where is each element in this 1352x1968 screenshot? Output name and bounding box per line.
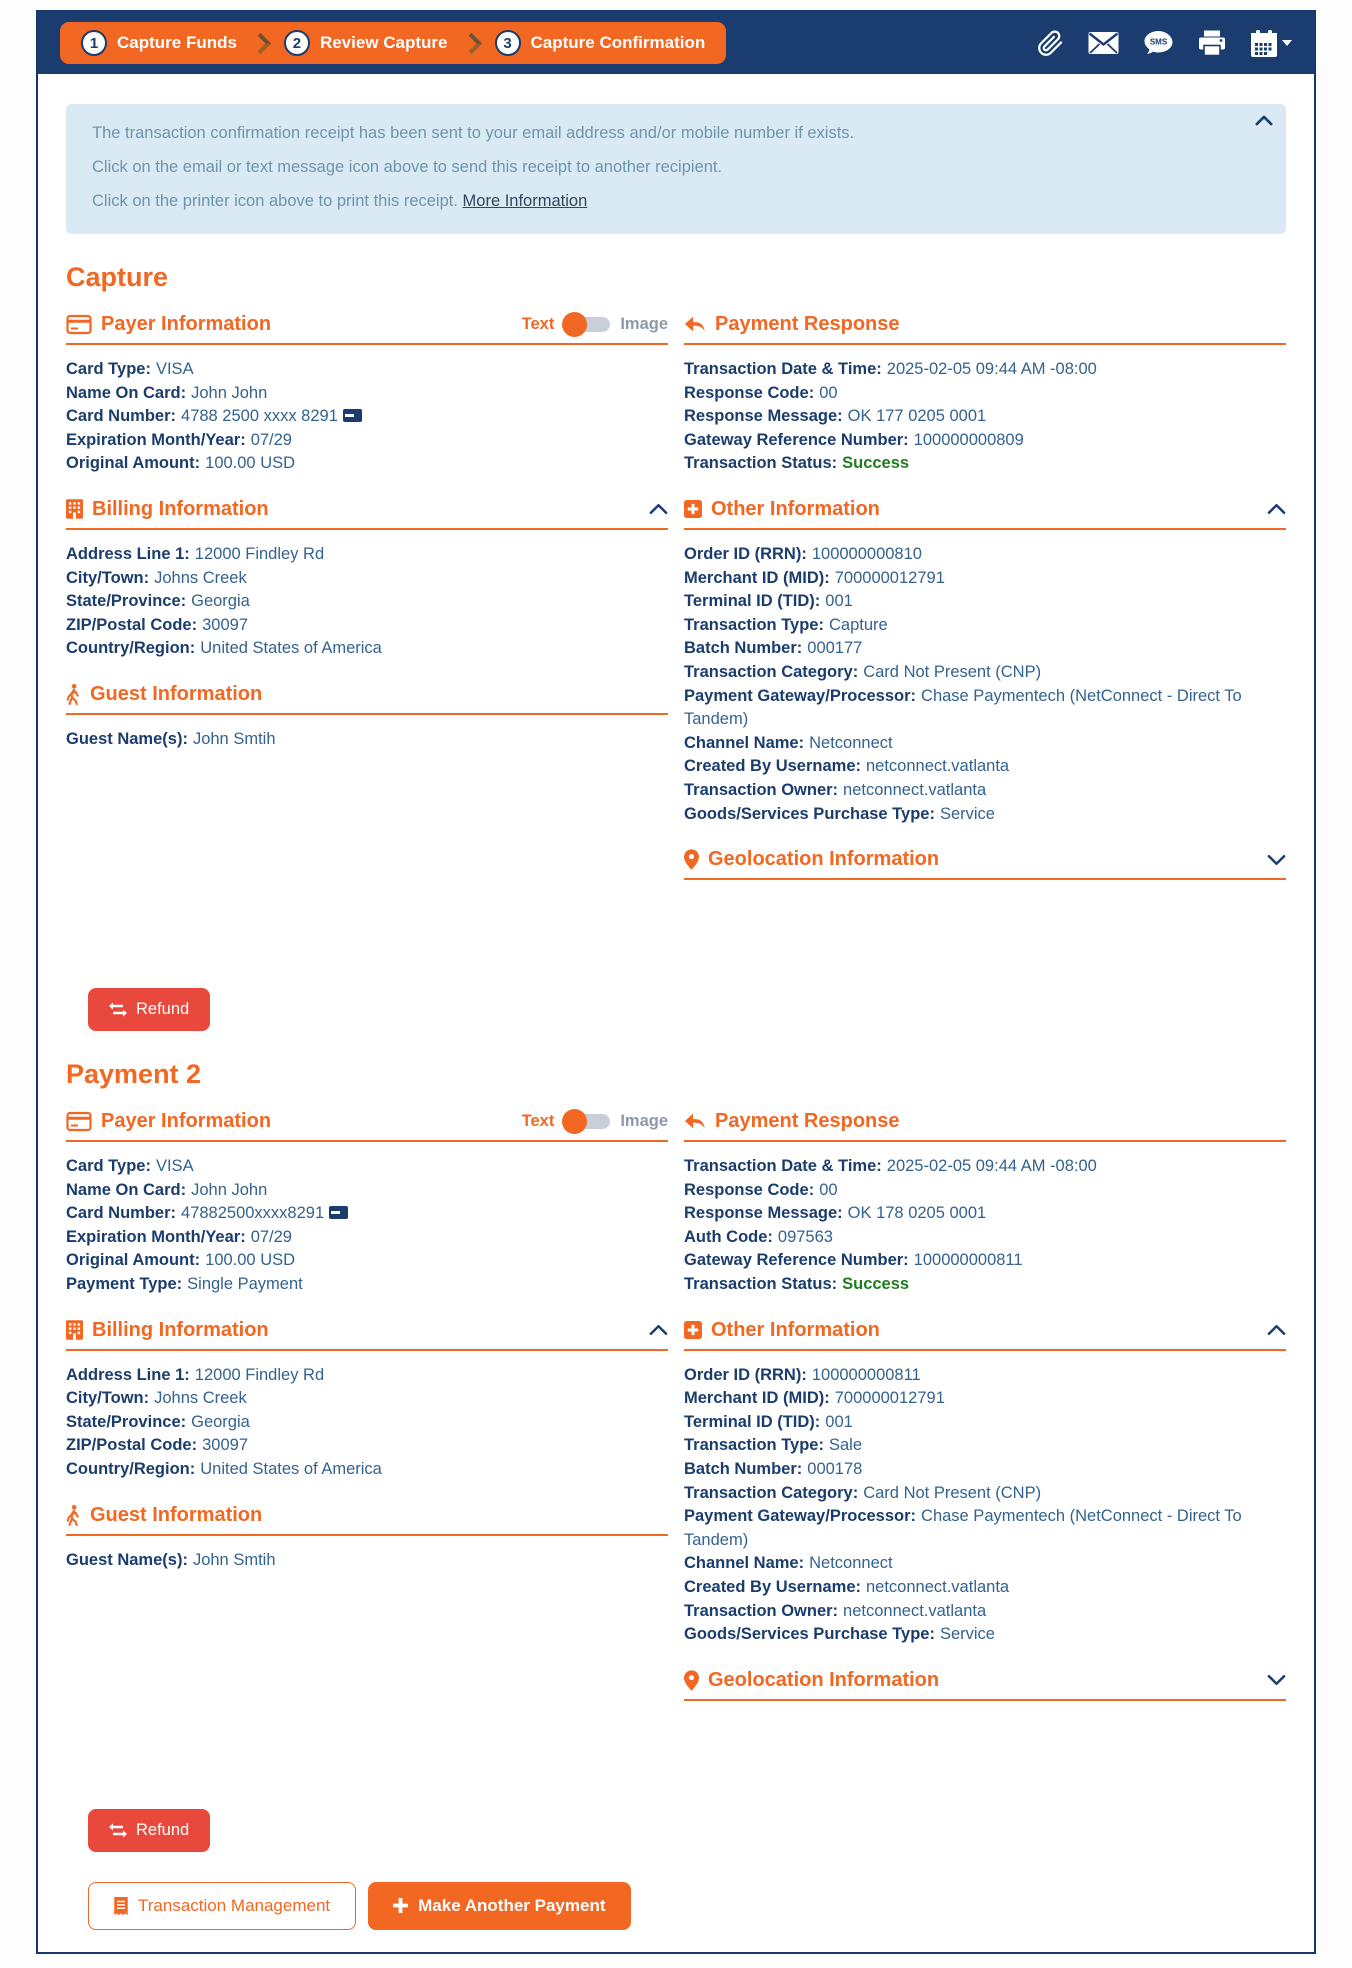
field-value: 001 <box>825 592 853 611</box>
info-row <box>684 1505 1286 1552</box>
building-icon <box>66 499 83 519</box>
section-title: Payment Response <box>715 1110 900 1133</box>
field-label: Response Code: <box>684 1180 815 1199</box>
step-review-capture[interactable] <box>269 30 463 56</box>
field-value: netconnect.vatlanta <box>866 1578 1010 1596</box>
info-row <box>66 382 668 406</box>
field-label: Country/Region: <box>66 639 196 658</box>
info-row <box>684 382 1286 406</box>
guest-information-header <box>66 1504 668 1536</box>
payer-information-header <box>66 1110 668 1142</box>
make-another-payment-label: Make Another Payment <box>418 1895 606 1915</box>
geolocation-information-header <box>684 1669 1286 1701</box>
field-value: 07/29 <box>250 1227 292 1246</box>
field-value: 100.00 USD <box>205 1251 296 1270</box>
info-row <box>66 1549 668 1573</box>
field-label: Transaction Type: <box>684 1436 824 1455</box>
field-value: United States of America <box>200 1460 382 1479</box>
field-label: Response Message: <box>684 407 843 426</box>
info-row <box>66 543 668 567</box>
field-label: Transaction Status: <box>684 454 838 473</box>
bottom-actions <box>88 1882 1286 1930</box>
field-value: Johns Creek <box>154 568 247 587</box>
field-value: Netconnect <box>809 733 893 752</box>
field-label: Transaction Owner: <box>684 1601 839 1620</box>
refund-button-label: Refund <box>136 1000 190 1019</box>
section-title: Other Information <box>711 497 880 520</box>
field-label: Card Number: <box>66 1204 177 1223</box>
field-label: Goods/Services Purchase Type: <box>684 804 935 823</box>
field-label: Expiration Month/Year: <box>66 1227 246 1246</box>
notice-line: The transaction confirmation receipt has been sent to your email address and/or mobile number if exists. <box>92 124 855 142</box>
field-value: Chase Paymentech (NetConnect - Direct To Tandem) <box>684 686 1242 729</box>
info-row <box>66 1202 668 1226</box>
transaction-management-label: Transaction Management <box>138 1895 331 1915</box>
info-row <box>684 1482 1286 1506</box>
section-title: Geolocation Information <box>708 1668 940 1691</box>
info-row <box>66 1249 668 1273</box>
payer-information-rows <box>66 1142 668 1297</box>
field-label: Created By Username: <box>684 757 861 776</box>
step-number-badge: 2 <box>284 30 310 56</box>
field-label: Guest Name(s): <box>66 1550 188 1569</box>
field-label: Guest Name(s): <box>66 729 188 748</box>
payer-information-rows <box>66 345 668 476</box>
field-label: Expiration Month/Year: <box>66 430 246 449</box>
field-value: netconnect.vatlanta <box>866 757 1010 776</box>
section-title: Billing Information <box>92 497 269 520</box>
toggle-image-label: Image <box>620 315 668 333</box>
expand-geolocation-chevron-down-icon[interactable] <box>1267 854 1286 866</box>
step-label: Review Capture <box>319 33 448 52</box>
field-label: Card Type: <box>66 360 151 378</box>
receipt-toolbar <box>1037 30 1292 57</box>
info-row <box>684 429 1286 453</box>
field-value: Capture <box>828 615 888 634</box>
refund-button[interactable] <box>88 1809 210 1852</box>
section-title: Payer Information <box>101 313 272 335</box>
field-value: 30097 <box>202 1436 248 1455</box>
geolocation-information-header <box>684 848 1286 880</box>
calendar-icon[interactable] <box>1250 30 1292 57</box>
field-value: 2025-02-05 09:44 AM -08:00 <box>886 1157 1097 1176</box>
step-capture-funds[interactable] <box>66 30 252 56</box>
info-row <box>684 732 1286 756</box>
info-row <box>66 1273 668 1297</box>
text-image-toggle[interactable] <box>522 315 668 334</box>
step-label: Capture Confirmation <box>530 33 706 52</box>
info-row <box>684 1226 1286 1250</box>
field-value: OK 178 0205 0001 <box>847 1204 987 1223</box>
toggle-knob <box>562 312 587 337</box>
chevron-separator-icon <box>460 32 481 53</box>
info-row <box>684 590 1286 614</box>
field-value: VISA <box>155 360 194 378</box>
reply-arrow-icon <box>684 1112 706 1131</box>
field-value: netconnect.vatlanta <box>843 1601 987 1620</box>
payment-response-header <box>684 1110 1286 1142</box>
field-value: John Smtih <box>192 1550 276 1569</box>
info-row <box>684 405 1286 429</box>
field-label: Response Message: <box>684 1204 843 1223</box>
step-number-badge: 3 <box>495 30 521 56</box>
refund-button-label: Refund <box>136 1820 190 1839</box>
info-row <box>684 1458 1286 1482</box>
section-title: Geolocation Information <box>708 848 940 871</box>
map-marker-icon <box>684 1670 699 1691</box>
field-value: Georgia <box>191 592 250 611</box>
other-information-rows <box>684 1351 1286 1647</box>
field-label: City/Town: <box>66 1389 150 1408</box>
field-label: Gateway Reference Number: <box>684 430 909 449</box>
field-value: 097563 <box>777 1227 833 1246</box>
guest-information-header <box>66 683 668 715</box>
field-label: Address Line 1: <box>66 1365 190 1384</box>
field-value: United States of America <box>200 639 382 658</box>
field-value: 07/29 <box>250 430 292 449</box>
card-icon <box>343 409 362 422</box>
info-row <box>684 1576 1286 1600</box>
field-value: 100000000811 <box>913 1251 1023 1270</box>
plus-square-icon <box>684 1321 702 1339</box>
print-icon[interactable] <box>1198 30 1226 57</box>
field-label: Batch Number: <box>684 639 803 658</box>
info-row <box>684 614 1286 638</box>
info-row <box>66 1387 668 1411</box>
email-icon[interactable] <box>1088 32 1119 54</box>
other-information-header <box>684 498 1286 530</box>
info-row <box>684 1552 1286 1576</box>
field-value: Single Payment <box>187 1275 303 1294</box>
payment2-title: Payment 2 <box>66 1059 202 1090</box>
field-value: 30097 <box>202 615 248 634</box>
billing-information-rows <box>66 1351 668 1482</box>
swap-arrows-icon <box>109 1823 127 1838</box>
field-value: 100.00 USD <box>205 454 296 473</box>
field-label: Original Amount: <box>66 454 201 473</box>
refund-button[interactable] <box>88 988 210 1031</box>
field-label: Name On Card: <box>66 1180 187 1199</box>
field-value: John John <box>191 1180 268 1199</box>
field-label: Created By Username: <box>684 1578 861 1596</box>
payer-information-header <box>66 313 668 345</box>
field-label: Country/Region: <box>66 1460 196 1479</box>
billing-information-rows <box>66 530 668 661</box>
toggle-switch[interactable] <box>564 1114 610 1129</box>
guest-information-rows <box>66 715 668 752</box>
capture-receipt-section <box>66 262 1286 1031</box>
field-label: Transaction Category: <box>684 1483 859 1502</box>
receipts-content <box>38 262 1314 1952</box>
collapse-other-chevron-up-icon[interactable] <box>1267 1324 1286 1336</box>
field-label: Batch Number: <box>684 1460 803 1479</box>
info-row <box>684 1364 1286 1388</box>
section-title: Guest Information <box>90 682 263 705</box>
field-value: Chase Paymentech (NetConnect - Direct To Tandem) <box>684 1507 1242 1549</box>
info-row <box>66 590 668 614</box>
section-title: Guest Information <box>90 1503 263 1526</box>
info-row <box>684 779 1286 803</box>
payment-response-rows <box>684 345 1286 476</box>
info-row <box>66 1179 668 1203</box>
field-value: John Smtih <box>192 729 276 748</box>
make-another-payment-button[interactable] <box>368 1882 630 1930</box>
field-value: 700000012791 <box>834 1389 945 1408</box>
field-value: 100000000811 <box>811 1365 921 1384</box>
info-row <box>684 1600 1286 1624</box>
building-icon <box>66 1320 83 1340</box>
info-row <box>684 358 1286 382</box>
info-row <box>684 1273 1286 1297</box>
receipt-icon <box>114 1897 128 1915</box>
field-label: Payment Type: <box>66 1275 183 1294</box>
calendar-dropdown-caret-icon <box>1282 40 1292 46</box>
field-label: Transaction Type: <box>684 615 824 634</box>
info-row <box>684 1202 1286 1226</box>
info-row <box>66 567 668 591</box>
field-value: 2025-02-05 09:44 AM -08:00 <box>886 360 1097 378</box>
field-label: Channel Name: <box>684 733 805 752</box>
info-row <box>66 1155 668 1179</box>
more-information-link[interactable]: More Information <box>462 192 588 210</box>
chevron-separator-icon <box>250 32 271 53</box>
field-label: Payment Gateway/Processor: <box>684 1507 917 1526</box>
field-label: Transaction Owner: <box>684 780 839 799</box>
field-label: Payment Gateway/Processor: <box>684 686 917 705</box>
field-value: 000177 <box>807 639 863 658</box>
info-row <box>684 543 1286 567</box>
section-title: Payment Response <box>715 313 900 335</box>
info-row <box>684 567 1286 591</box>
other-information-rows <box>684 530 1286 826</box>
info-row <box>684 1623 1286 1647</box>
field-value: Service <box>939 804 995 823</box>
swap-arrows-icon <box>109 1002 127 1017</box>
field-label: Card Number: <box>66 407 177 426</box>
field-label: Response Code: <box>684 383 815 402</box>
toggle-image-label: Image <box>620 1112 668 1131</box>
notice-line: Click on the printer icon above to print this receipt. More Information <box>92 192 588 210</box>
field-label: Transaction Status: <box>684 1275 838 1294</box>
expand-geolocation-chevron-down-icon[interactable] <box>1267 1674 1286 1686</box>
walking-person-icon <box>66 684 81 705</box>
collapse-billing-chevron-up-icon[interactable] <box>649 1324 668 1336</box>
field-label: Channel Name: <box>684 1554 805 1573</box>
field-value: 00 <box>819 1180 838 1199</box>
info-row <box>66 405 668 429</box>
text-image-toggle[interactable] <box>522 1112 668 1131</box>
card-icon <box>329 1206 348 1219</box>
field-value: Georgia <box>191 1412 250 1431</box>
notice-line: Click on the email or text message icon above to send this receipt to another recipient. <box>92 158 723 176</box>
field-value: Card Not Present (CNP) <box>863 662 1042 681</box>
guest-information-rows <box>66 1536 668 1573</box>
sms-icon[interactable] <box>1143 30 1174 56</box>
billing-information-header <box>66 1319 668 1351</box>
field-label: ZIP/Postal Code: <box>66 615 198 634</box>
info-row <box>66 1458 668 1482</box>
step-capture-confirmation[interactable] <box>480 30 721 56</box>
billing-information-header <box>66 498 668 530</box>
info-row <box>684 1434 1286 1458</box>
field-value: 100000000810 <box>811 544 922 563</box>
collapse-notice-chevron-up-icon[interactable] <box>1255 113 1273 131</box>
field-value: Service <box>939 1625 995 1644</box>
info-row <box>684 1411 1286 1435</box>
info-row <box>684 1155 1286 1179</box>
field-value: 100000000809 <box>913 430 1024 449</box>
info-row <box>66 1226 668 1250</box>
info-row <box>684 755 1286 779</box>
field-label: Transaction Category: <box>684 662 859 681</box>
section-title: Billing Information <box>92 1318 269 1341</box>
field-value: Card Not Present (CNP) <box>863 1483 1042 1502</box>
credit-card-icon <box>66 314 92 335</box>
field-label: Card Type: <box>66 1157 151 1176</box>
field-value: Johns Creek <box>154 1389 247 1408</box>
field-value: Success <box>842 454 910 473</box>
field-label: Original Amount: <box>66 1251 201 1270</box>
attachment-icon[interactable] <box>1037 30 1064 57</box>
field-value: Netconnect <box>809 1554 893 1573</box>
reply-arrow-icon <box>684 315 706 334</box>
top-bar <box>38 12 1314 74</box>
info-row <box>66 452 668 476</box>
field-value: 001 <box>825 1412 853 1431</box>
field-label: Terminal ID (TID): <box>684 1412 821 1431</box>
field-value: 47882500xxxx8291 <box>181 1204 325 1223</box>
field-label: Goods/Services Purchase Type: <box>684 1625 935 1644</box>
info-row <box>684 661 1286 685</box>
payment2-receipt-section <box>66 1059 1286 1852</box>
info-row <box>66 728 668 752</box>
field-value: VISA <box>155 1157 194 1176</box>
field-label: Transaction Date & Time: <box>684 1157 882 1176</box>
field-value: 700000012791 <box>834 568 945 587</box>
field-label: Order ID (RRN): <box>684 544 807 563</box>
info-row <box>684 685 1286 732</box>
field-label: ZIP/Postal Code: <box>66 1436 198 1455</box>
field-label: Merchant ID (MID): <box>684 568 830 587</box>
transaction-management-button[interactable] <box>88 1882 356 1930</box>
field-label: Gateway Reference Number: <box>684 1251 909 1270</box>
toggle-switch[interactable] <box>564 317 610 332</box>
field-label: Name On Card: <box>66 383 187 402</box>
svg-text:SMS: SMS <box>1149 37 1168 47</box>
info-row <box>66 1411 668 1435</box>
toggle-text-label: Text <box>521 1112 555 1131</box>
step-label: Capture Funds <box>117 33 237 52</box>
field-label: State/Province: <box>66 592 187 611</box>
field-label: State/Province: <box>66 1412 187 1431</box>
field-value: 4788 2500 xxxx 8291 <box>181 407 338 426</box>
toggle-knob <box>562 1109 587 1134</box>
plus-square-icon <box>684 500 702 518</box>
info-row <box>66 614 668 638</box>
info-row <box>66 1364 668 1388</box>
plus-icon <box>393 1898 408 1913</box>
payment-response-header <box>684 313 1286 345</box>
receipt-notice-panel <box>66 104 1286 234</box>
info-row <box>684 1249 1286 1273</box>
info-row <box>66 358 668 382</box>
toggle-text-label: Text <box>521 315 555 333</box>
page-container <box>36 10 1316 1954</box>
field-value: 12000 Findley Rd <box>194 1365 325 1384</box>
collapse-billing-chevron-up-icon[interactable] <box>649 503 668 515</box>
info-row <box>684 637 1286 661</box>
field-label: Merchant ID (MID): <box>684 1389 830 1408</box>
other-information-header <box>684 1319 1286 1351</box>
collapse-other-chevron-up-icon[interactable] <box>1267 503 1286 515</box>
info-row <box>684 1179 1286 1203</box>
info-row <box>66 1434 668 1458</box>
field-value: Sale <box>828 1436 863 1455</box>
payment-response-rows <box>684 1142 1286 1297</box>
section-title: Other Information <box>711 1318 880 1341</box>
field-value: 00 <box>819 383 838 402</box>
field-value: Success <box>842 1275 910 1294</box>
capture-title: Capture <box>66 262 169 292</box>
section-title: Payer Information <box>101 1110 272 1133</box>
info-row <box>66 637 668 661</box>
credit-card-icon <box>66 1111 92 1132</box>
walking-person-icon <box>66 1505 81 1526</box>
field-label: Transaction Date & Time: <box>684 360 882 378</box>
field-value: John John <box>191 383 268 402</box>
info-row <box>684 452 1286 476</box>
step-breadcrumb <box>60 22 726 64</box>
field-label: Terminal ID (TID): <box>684 592 821 611</box>
field-label: City/Town: <box>66 568 150 587</box>
field-value: 12000 Findley Rd <box>194 544 325 563</box>
step-number-badge: 1 <box>81 30 107 56</box>
field-value: OK 177 0205 0001 <box>847 407 987 426</box>
info-row <box>684 1387 1286 1411</box>
map-marker-icon <box>684 849 699 870</box>
field-label: Order ID (RRN): <box>684 1365 807 1384</box>
info-row <box>66 429 668 453</box>
field-value: netconnect.vatlanta <box>843 780 987 799</box>
field-label: Auth Code: <box>684 1227 773 1246</box>
field-value: 000178 <box>807 1460 863 1479</box>
info-row <box>684 803 1286 827</box>
field-label: Address Line 1: <box>66 544 190 563</box>
